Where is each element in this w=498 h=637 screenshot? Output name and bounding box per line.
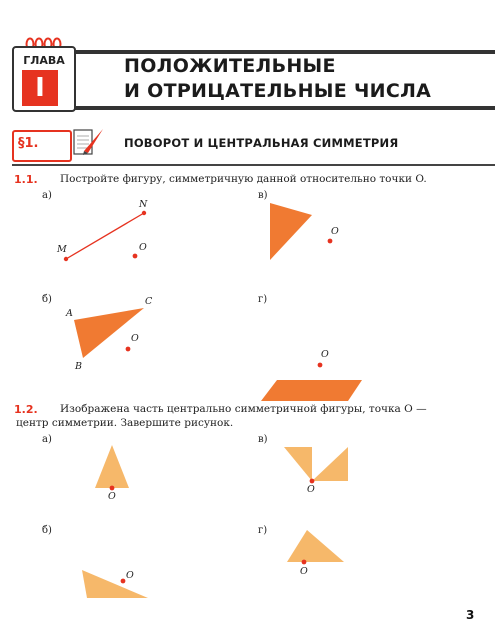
label-point-o-1a: O <box>139 242 147 253</box>
shape-2v-right <box>312 447 348 481</box>
shape-2v-left <box>284 447 312 481</box>
point-o-2b <box>121 579 126 584</box>
label-point-c: C <box>145 296 153 307</box>
chapter-numeral: I <box>22 70 58 106</box>
exercise-1-1-text: Постройте фигуру, симметричную данной относительно точки O. <box>60 173 427 185</box>
exercise-1-2-number: 1.2. <box>14 403 38 416</box>
exercise-1-2-text-line2: центр симметрии. Завершите рисунок. <box>16 417 234 429</box>
label-point-a: A <box>66 308 73 319</box>
point-o-2v <box>310 479 315 484</box>
ex2-label-v: в) <box>258 434 268 445</box>
exercise-1-2-text-line1: Изображена часть центрально симметричной фигуры, точка O — <box>60 403 427 415</box>
ex2-label-g: г) <box>258 525 268 536</box>
chapter-title-line1: ПОЛОЖИТЕЛЬНЫЕ <box>124 55 336 77</box>
section-number: §1. <box>18 136 39 151</box>
page-number: 3 <box>466 608 475 622</box>
label-point-o-2a: O <box>108 491 116 502</box>
ex2-label-a: а) <box>42 434 52 445</box>
label-point-n: N <box>139 199 148 210</box>
label-point-o-2v: O <box>307 484 315 495</box>
triangle-2g <box>287 530 344 562</box>
point-o-2a <box>110 486 115 491</box>
ex2-label-b: б) <box>42 525 52 536</box>
section-title: ПОВОРОТ И ЦЕНТРАЛЬНАЯ СИММЕТРИЯ <box>124 136 399 150</box>
point-o-2g <box>302 560 307 565</box>
ex1-label-v: в) <box>258 190 268 201</box>
chapter-title-line2: И ОТРИЦАТЕЛЬНЫЕ ЧИСЛА <box>124 80 432 102</box>
label-point-m: M <box>57 244 67 255</box>
chapter-word: ГЛАВА <box>23 54 65 67</box>
label-point-o-2g: O <box>300 566 308 577</box>
exercise-1-1-number: 1.1. <box>14 173 38 186</box>
triangle-2a <box>95 445 129 488</box>
label-point-o-1b: O <box>131 333 139 344</box>
label-point-b: B <box>75 361 82 372</box>
label-point-o-1g: O <box>321 349 329 360</box>
ex1-label-b: б) <box>42 294 52 305</box>
label-point-o-2b: O <box>126 570 134 581</box>
triangle-2b <box>82 570 148 598</box>
label-point-o-1v: O <box>331 226 339 237</box>
ex1-label-a: а) <box>42 190 52 201</box>
ex1-label-g: г) <box>258 294 268 305</box>
